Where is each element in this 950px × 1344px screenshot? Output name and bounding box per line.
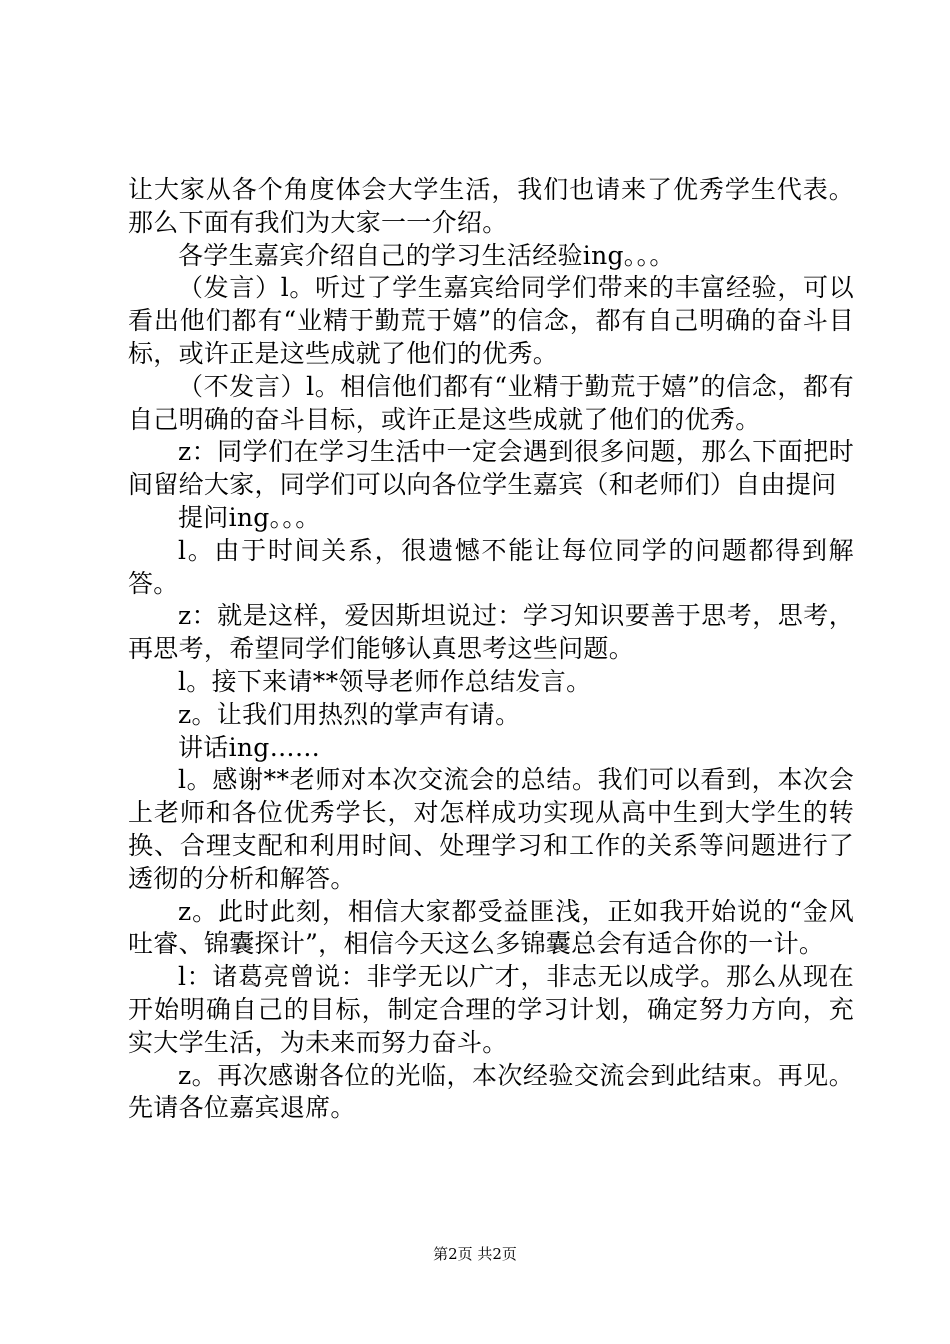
paragraph: l：诸葛亮曾说：非学无以广才，非志无以成学。那么从现在开始明确自己的目标，制定合理的学习计划，确定努力方向，充实大学生活，为未来而努力奋斗。 (128, 962, 854, 1057)
paragraph: z：同学们在学习生活中一定会遇到很多问题，那么下面把时间留给大家，同学们可以向各位学生嘉宾（和老师们）自由提问 (128, 437, 854, 500)
paragraph: 提问ing。。。 (178, 502, 321, 532)
paragraph: l。由于时间关系，很遗憾不能让每位同学的问题都得到解答。 (128, 535, 854, 598)
paragraph: l。接下来请**领导老师作总结发言。 (178, 666, 592, 696)
paragraph: 各学生嘉宾介绍自己的学习生活经验ing。。。 (178, 240, 675, 270)
paragraph: z：就是这样，爱因斯坦说过：学习知识要善于思考，思考，再思考，希望同学们能够认真思考这些问题。 (128, 601, 854, 664)
paragraph: （不发言）l。相信他们都有“业精于勤荒于嬉”的信念，都有自己明确的奋斗目标，或许正是这些成就了他们的优秀。 (128, 371, 854, 434)
document-body (128, 174, 854, 1125)
paragraph: z。此时此刻，相信大家都受益匪浅，正如我开始说的“金风吐睿、锦囊探计”，相信今天这么多锦囊总会有适合你的一计。 (128, 896, 854, 959)
page-number-footer: 第2页 共2页 (433, 1245, 517, 1263)
paragraph: 让大家从各个角度体会大学生活，我们也请来了优秀学生代表。那么下面有我们为大家一一介绍。 (128, 175, 854, 237)
paragraph: （发言）l。听过了学生嘉宾给同学们带来的丰富经验，可以看出他们都有“业精于勤荒于嬉”的信念，都有自己明确的奋斗目标，或许正是这些成就了他们的优秀。 (128, 273, 854, 368)
paragraph: 讲话ing…… (178, 732, 321, 762)
paragraph: l。感谢**老师对本次交流会的总结。我们可以看到，本次会上老师和各位优秀学长，对怎样成功实现从高中生到大学生的转换、合理支配和利用时间、处理学习和工作的关系等问题进行了透彻的分析和解答。 (128, 765, 854, 893)
paragraph: z。再次感谢各位的光临，本次经验交流会到此结束。再见。先请各位嘉宾退席。 (128, 1060, 854, 1123)
paragraph: z。让我们用热烈的掌声有请。 (178, 699, 521, 729)
